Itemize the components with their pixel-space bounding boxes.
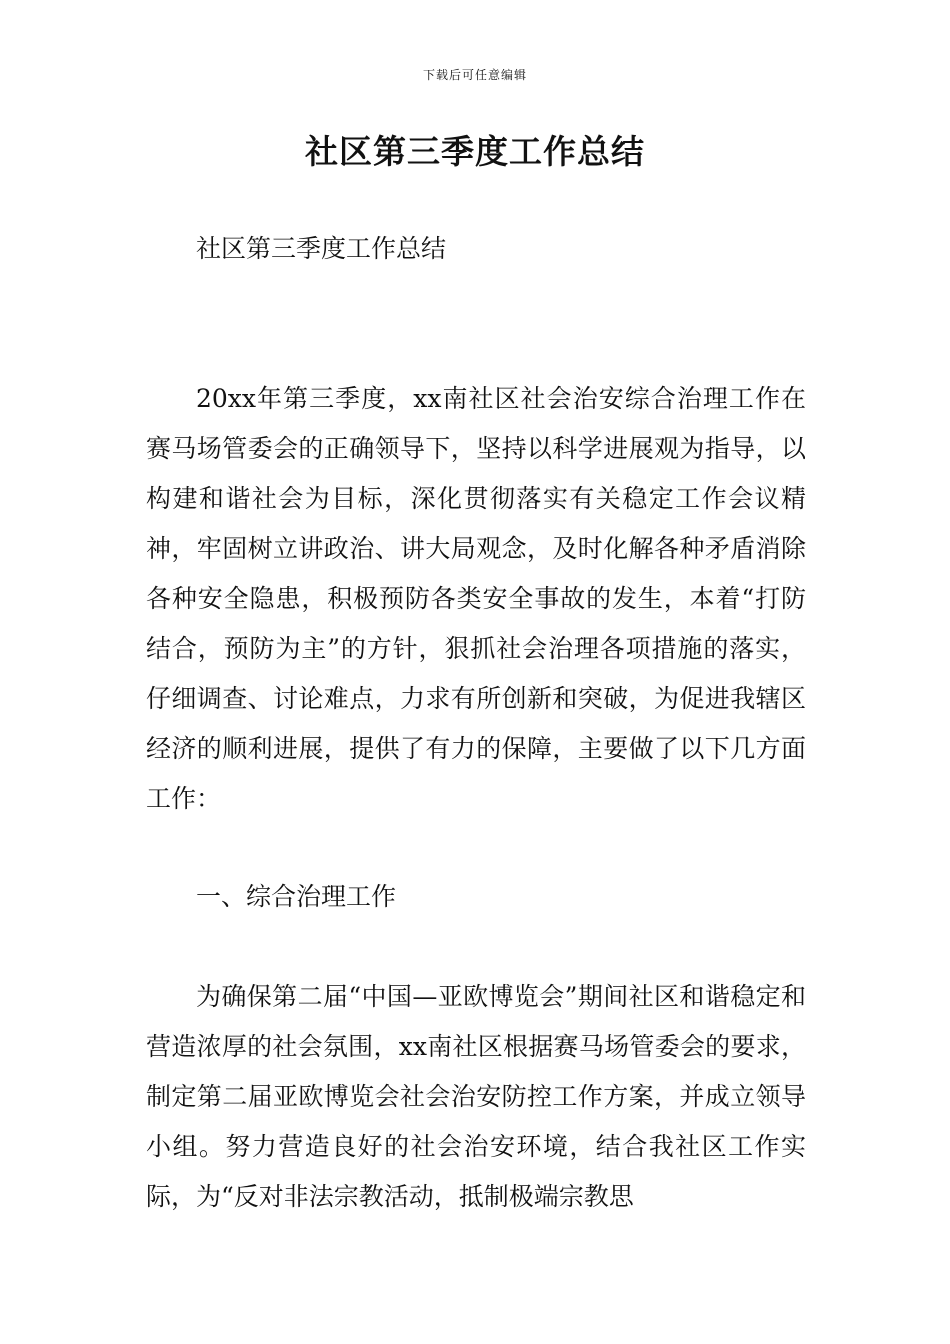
section-heading: 一、综合治理工作: [196, 882, 397, 911]
header-note: 下载后可任意编辑: [422, 68, 527, 82]
paragraph-comprehensive-governance: 为确保第二届“中国—亚欧博览会”期间社区和谐稳定和营造浓厚的社会氛围，xx南社区根据赛马场管委会的要求，制定第二届亚欧博览会社会治安防控工作方案，并成立领导小组。努力营造良好的社会治安环境，结合我社区工作实际，为“反对非法宗教活动，抵制极端宗教思: [146, 982, 806, 1211]
document-subtitle: 社区第三季度工作总结: [196, 234, 447, 263]
paragraph-intro: 20xx年第三季度，xx南社区社会治安综合治理工作在赛马场管委会的正确领导下，坚持以科学进展观为指导，以构建和谐社会为目标，深化贯彻落实有关稳定工作会议精神，牢固树立讲政治、讲大局观念，及时化解各种矛盾消除各种安全隐患，积极预防各类安全事故的发生，本着“打防结合，预防为主”的方针，狠抓社会治理各项措施的落实，仔细调查、讨论难点，力求有所创新和突破，为促进我辖区经济的顺利进展，提供了有力的保障，主要做了以下几方面工作：: [146, 384, 806, 813]
document-title: 社区第三季度工作总结: [305, 132, 645, 171]
